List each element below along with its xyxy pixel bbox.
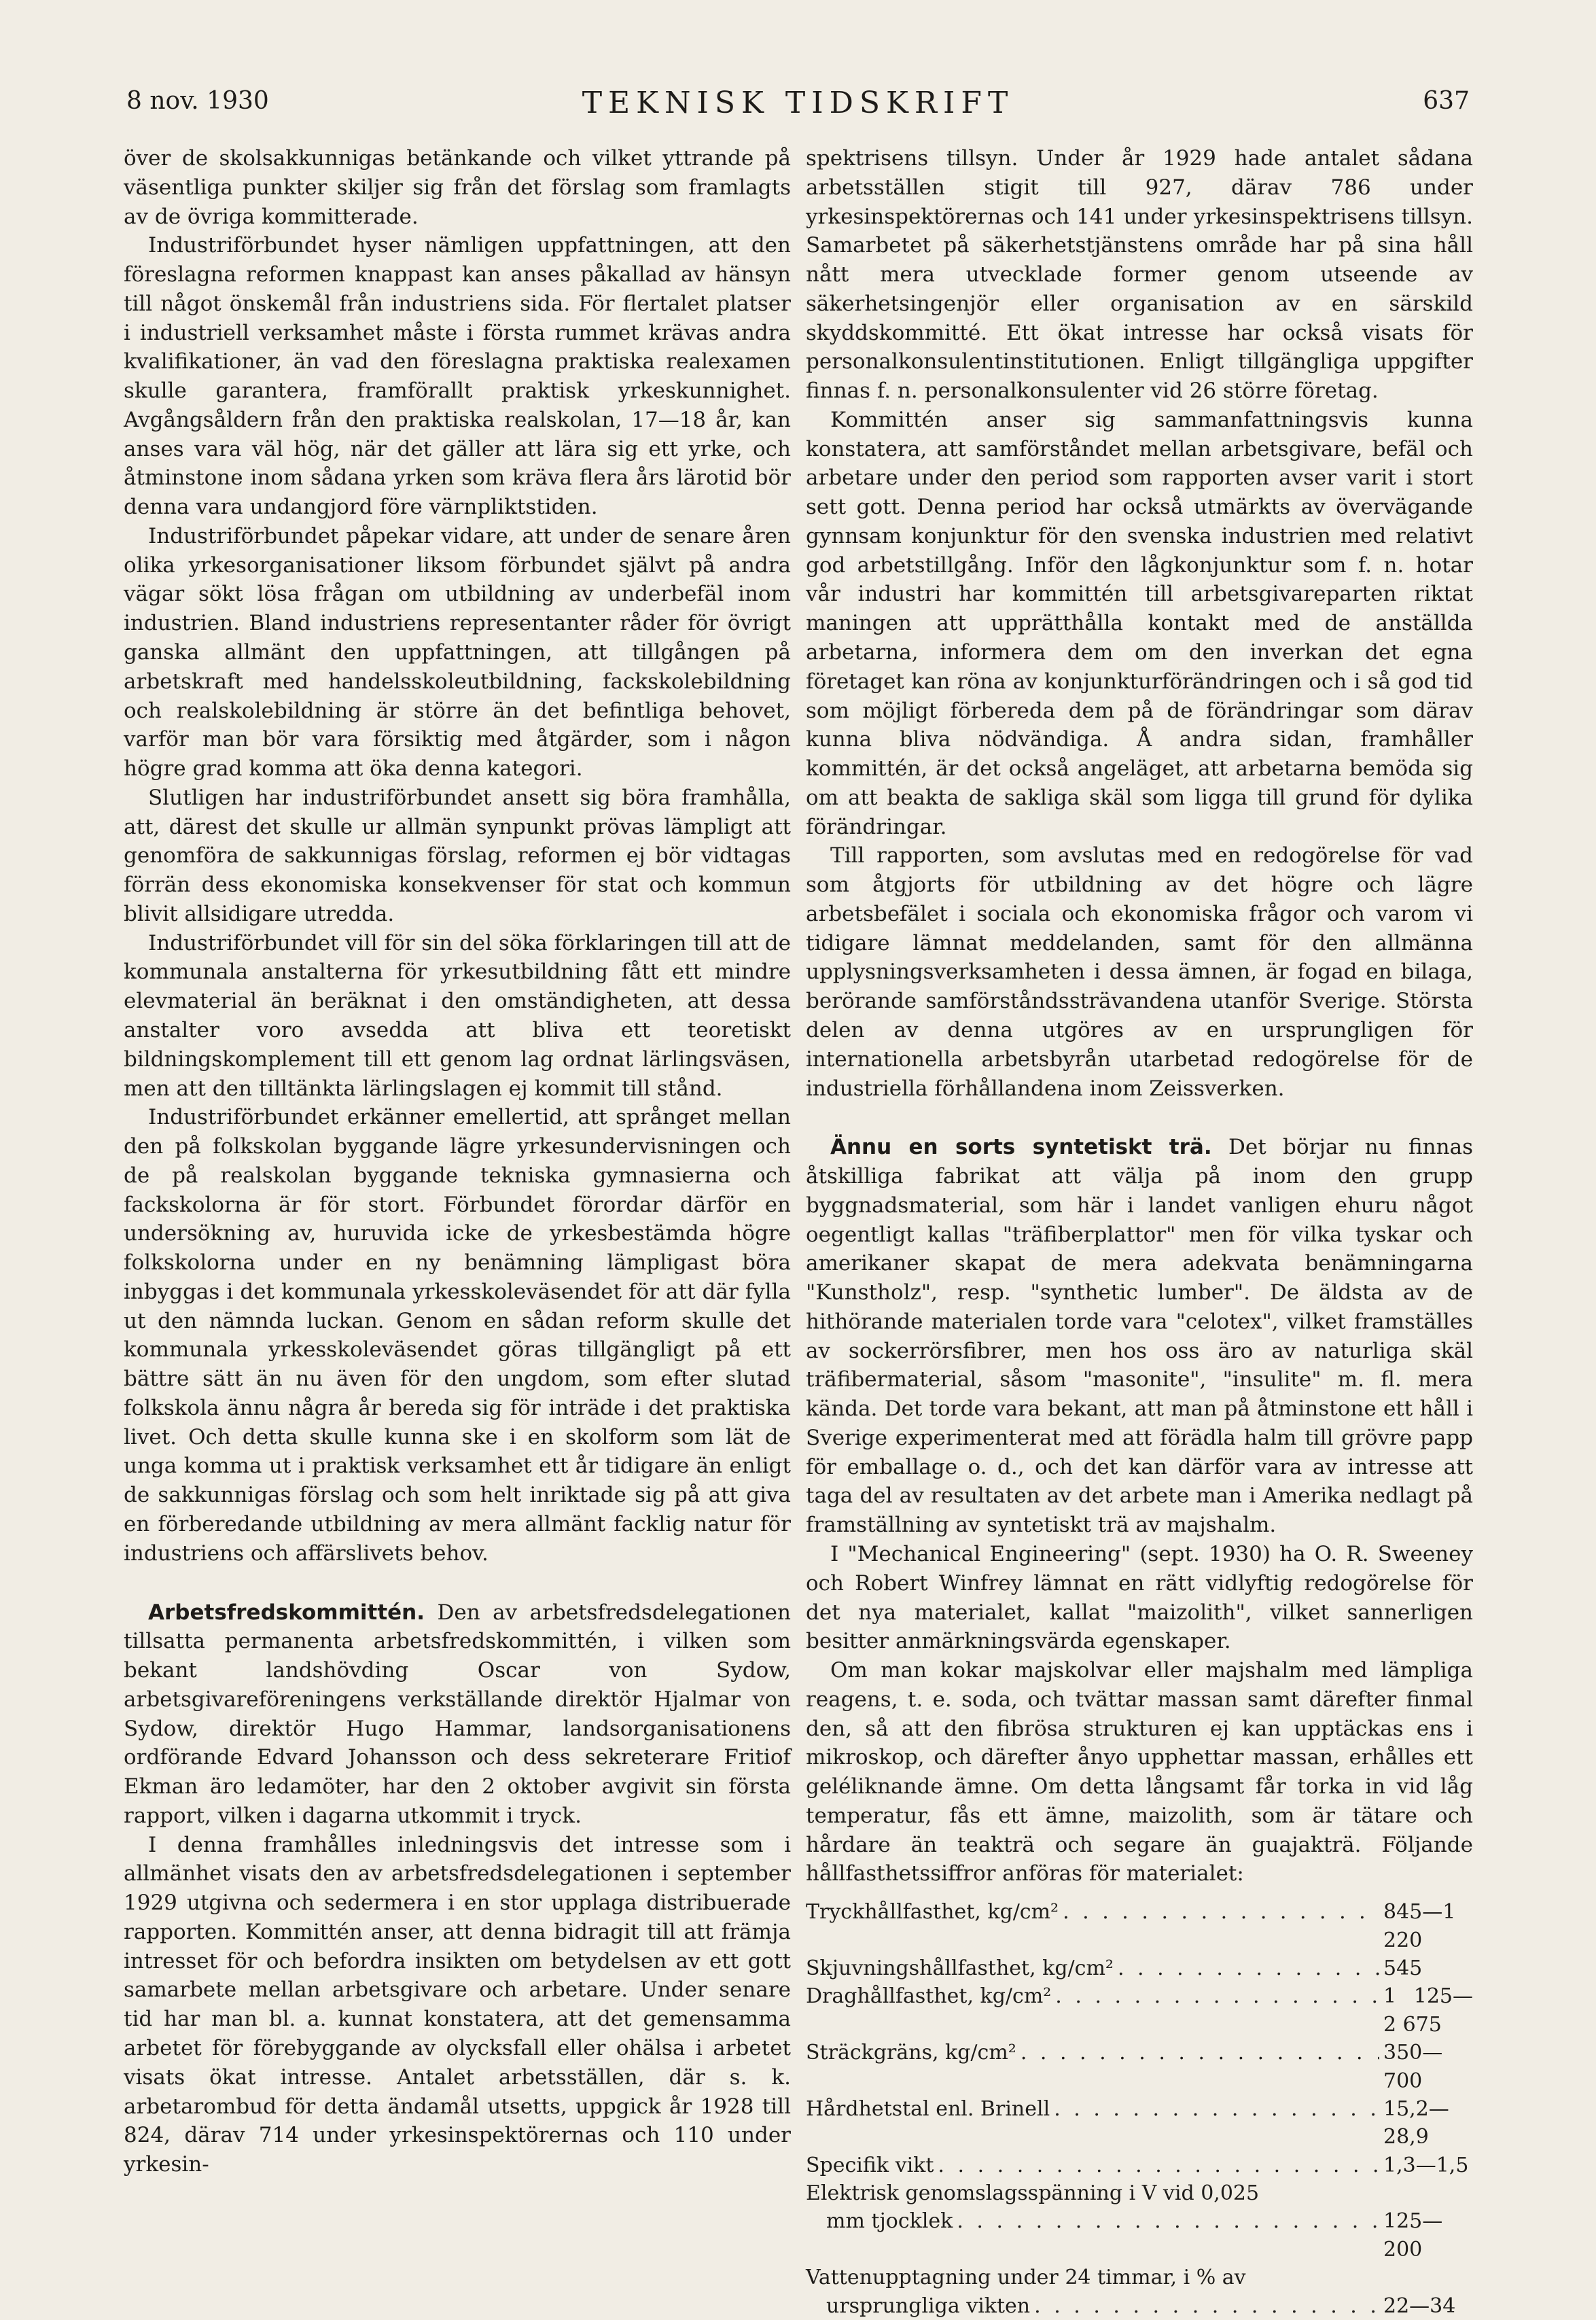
- row-label-continuation: mm tjocklek: [826, 2209, 953, 2234]
- row-value: 545: [1383, 1956, 1423, 1980]
- leader-dots: [1054, 2095, 1379, 2123]
- row-value: 1,3—1,5: [1383, 2153, 1469, 2177]
- row-label: Vattenupptagning under 24 timmar, i % av: [806, 2266, 1246, 2290]
- journal-title: TEKNISK TIDSKRIFT: [582, 86, 1014, 120]
- table-row: [806, 1954, 1473, 1982]
- table-row: [806, 2264, 1473, 2291]
- table-row-continuation: [806, 2207, 1473, 2264]
- section-paragraph: [806, 1133, 1473, 1540]
- row-label: Tryckhållfasthet, kg/cm²: [806, 1900, 1059, 1924]
- leader-dots: [1063, 1898, 1379, 1926]
- body-paragraph: Kommittén anser sig sammanfattningsvis kunna konstatera, att samförståndet mellan arbetsgivare, befäl och arbetare under den period som rapporten avser varit i stort sett gott. Denna period har också utmärkts av övervägande gynnsam konjunktur för den svenska industrien med relativt god arbetstillgång. Inför den lågkonjunktur som f. n. hotar vår industri har kommittén till arbetsgivareparten riktat maningen att upprätthålla kontakt med de anställda arbetarna, informera dem om den inverkan det egna företaget kan röna av konjunkturförändringen och i så god tid som möjligt förbereda dem på de förändringar som därav kunna bliva nödvändiga. Å andra sidan, framhåller kommittén, är det också angeläget, att arbetarna bemöda sig om att beakta de sakliga skäl som ligga till grund för dylika förändringar.: [806, 407, 1473, 839]
- row-label: Hårdhetstal enl. Brinell: [806, 2096, 1050, 2121]
- row-label-continuation: ursprungliga vikten: [826, 2293, 1031, 2318]
- leader-dots: [957, 2207, 1379, 2235]
- leader-dots: [1118, 1954, 1379, 1982]
- issue-date: 8 nov. 1930: [126, 87, 269, 115]
- row-label: Specifik vikt: [806, 2153, 934, 2177]
- body-paragraph: Slutligen har industriförbundet ansett sig böra framhålla, att, därest det skulle ur allmän synpunkt prövas lämpligt att genomföra de sakkunnigas förslag, reformen ej bör vidtagas förrän dess ekonomiska konsekvenser för stat och kommun blivit allsidigare utredda.: [124, 785, 791, 926]
- page-number: 637: [1423, 87, 1470, 115]
- table-row: [806, 2095, 1473, 2151]
- body-paragraph: Industriförbundet erkänner emellertid, att språnget mellan den på folkskolan byggande lägre yrkesundervisningen och de på realskolan byggande tekniska gymnasierna och fackskolorna är för stort. Förbundet förordar därför en undersökning av, huruvida icke de yrkesbestämda högre folkskolorna under en ny benämning lämpligast böra inbyggas i det kommunala yrkesskoleväsendet för att där fylla ut den nämnda luckan. Genom en sådan reform skulle det kommunala yrkesskoleväsendet göras tillgängligt på ett bättre sätt än nu även för den ungdom, som efter slutad folkskola ännu några år bereda sig för inträde i det praktiska livet. Och detta skulle kunna ske i en skolform som lät de unga komma ut i praktisk verksamhet ett år tidigare än enligt de sakkunnigas förslag och som helt inriktade sig på att giva en förberedande utbildning av mera allmänt facklig natur för industriens och affärslivets behov.: [124, 1105, 791, 1566]
- section-paragraph: [124, 1598, 791, 1831]
- row-value: 22—34: [1383, 2293, 1456, 2318]
- leader-dots: [1034, 2292, 1379, 2320]
- table-row: [806, 1898, 1473, 1954]
- section-text: Den av arbetsfredsdelegationen tillsatta permanenta arbetsfredskommittén, i vilken som bekant landshövding Oscar von Sydow, arbetsgivareföreningens verkställande direktör Hjalmar von Sydow, direktör Hugo Hammar, landsorganisationens ordförande Edvard Johansson och dess sekreterare Fritiof Ekman äro ledamöter, har den 2 oktober avgivit sin första rapport, vilken i dagarna utkommit i tryck.: [124, 1600, 791, 1828]
- body-paragraph: Industriförbundet hyser nämligen uppfattningen, att den föreslagna reformen knappast kan anses påkallad av hänsyn till något önskemål från industriens sida. För flertalet platser i industriell verksamhet måste i första rummet krävas andra kvalifikationer, än vad den föreslagna praktiska realexamen skulle garantera, framförallt praktisk yrkeskunnighet. Avgångsåldern från den praktiska realskolan, 17—18 år, kan anses vara väl hög, när det gäller att lära sig ett yrke, och åtminstone inom sådana yrken som kräva flera års lärotid bör denna vara undangjord före värnpliktstiden.: [124, 233, 791, 520]
- leader-dots: [938, 2151, 1379, 2179]
- body-paragraph: Industriförbundet vill för sin del söka förklaringen till att de kommunala anstalterna för yrkesutbildning fått ett mindre elevmaterial än beräknat i den omständigheten, att dessa anstalter voro avsedda att bliva ett teoretiskt bildningskomplement till ett genom lag ordnat lärlingsväsen, men att den tilltänkta lärlingslagen ej kommit till stånd.: [124, 930, 791, 1101]
- body-paragraph: spektrisens tillsyn. Under år 1929 hade antalet sådana arbetsställen stigit till 927, därav 786 under yrkesinspektörernas och 141 under yrkesinspektrisens tillsyn. Samarbetet på säkerhetstjänstens område har på sina håll nått mera utvecklade former genom utseende av säkerhetsingenjör eller organisation av en särskild skyddskommitté. Ett ökat intresse har också visats för personalkonsulentinstitutionen. Enligt tillgängliga uppgifter finnas f. n. personalkonsulenter vid 26 större företag.: [806, 146, 1473, 404]
- body-paragraph: över de skolsakkunnigas betänkande och vilket yttrande på väsentliga punkter skiljer sig från det förslag som framlagts av de övriga kommitterade.: [124, 146, 791, 229]
- table-row: [806, 2179, 1473, 2207]
- leader-dots: [1021, 2039, 1379, 2067]
- row-value: 1 125—2 675: [1383, 1984, 1473, 2037]
- right-column: [806, 144, 1473, 2320]
- row-value: 15,2—28,9: [1383, 2096, 1449, 2149]
- table-row-continuation: [806, 2292, 1473, 2320]
- row-label: Sträckgräns, kg/cm²: [806, 2041, 1016, 2065]
- row-value: 350—700: [1383, 2041, 1443, 2093]
- leader-dots: [1055, 1982, 1379, 2010]
- section-text: Det börjar nu finnas åtskilliga fabrikat att välja på inom den grupp byggnadsmaterial, som här i landet vanligen ehuru något oegentligt kallas "träfiberplattor" men för vilka tyskar och amerikaner skapat de mera adekvata benämningarna "Kunstholz", resp. "synthetic lumber". De äldsta av de hithörande materialen torde vara "celotex", vilket framställes av sockerrörsfibrer, men hos oss äro av naturliga skäl träfibermaterial, såsom "masonite", "insulite" m. fl. mera kända. Det torde vara bekant, att man på åtminstone ett håll i Sverige experimenterat med att förädla halm till grövre papp för emballage o. d., och det kan därför vara av intresse att taga del av resultaten av det arbete man i Amerika nedlagt på framställning av syntetiskt trä av majshalm.: [806, 1135, 1474, 1538]
- body-paragraph: I denna framhålles inledningsvis det intresse som i allmänhet visats den av arbetsfredsdelegationen i september 1929 utgivna och sedermera i en stor upplaga distribuerade rapporten. Kommittén anser, att denna bidragit till att främja intresset för och befordra insikten om betydelsen av ett gott samarbete mellan arbetsgivare och arbetare. Under senare tid har man bl. a. kunnat konstatera, att det gemensamma arbetet för förebyggande av olycksfall eller ohälsa i arbetet visats ökat intresse. Antalet arbetsställen, där s. k. arbetarombud för detta ändamål utsetts, uppgick år 1928 till 824, därav 714 under yrkesinspektörernas och 110 under yrkesin-: [124, 1832, 791, 2177]
- section-heading: Arbetsfredskommittén.: [148, 1600, 425, 1625]
- row-value: 125—200: [1383, 2209, 1443, 2262]
- table-row: [806, 2039, 1473, 2095]
- row-label: Elektrisk genomslagsspänning i V vid 0,025: [806, 2181, 1260, 2206]
- row-label: Skjuvningshållfasthet, kg/cm²: [806, 1956, 1114, 1980]
- body-paragraph: I "Mechanical Engineering" (sept. 1930) ha O. R. Sweeney och Robert Winfrey lämnat en rätt vidlyftig redogörelse för det nya materialet, kallat "maizolith", vilket sannerligen besitter anmärkningsvärda egenskaper.: [806, 1541, 1473, 1654]
- strength-table: [806, 1898, 1473, 2320]
- body-paragraph: Industriförbundet påpekar vidare, att under de senare åren olika yrkesorganisationer liksom förbundet självt på andra vägar sökt lösa frågan om utbildning av underbefäl inom industrien. Bland industriens representanter råder för övrigt ganska allmänt den uppfattningen, att tillgången på arbetskraft med handelsskoleutbildning, fackskolebildning och realskolebildning är större än det befintliga behovet, varför man bör vara försiktig med åtgärder, som i någon högre grad komma att öka denna kategori.: [124, 523, 791, 781]
- body-paragraph: Om man kokar majskolvar eller majshalm med lämpliga reagens, t. e. soda, och tvättar massan samt därefter finmal den, så att den fibrösa strukturen ej kan upptäckas ens i mikroskop, och därefter ånyo upphettar massan, erhålles ett geléliknande ämne. Om detta långsamt får torka in vid låg temperatur, fås ett ämne, maizolith, som är tätare och hårdare än teakträ och segare än guajakträ. Följande hållfasthetssiffror anföras för materialet:: [806, 1658, 1473, 1886]
- section-heading: Ännu en sorts syntetiskt trä.: [830, 1135, 1212, 1160]
- table-row: [806, 1982, 1473, 2039]
- body-paragraph: Till rapporten, som avslutas med en redogörelse för vad som åtgjorts för utbildning av det högre och lägre arbetsbefälet i sociala och ekonomiska frågor och varom vi tidigare lämnat meddelanden, samt för den allmänna upplysningsverksamheten i dessa ämnen, är fogad en bilaga, berörande samförståndssträvandena utanför Sverige. Största delen av denna utgöres av en ursprungligen för internationella arbetsbyrån utarbetad redogörelse för de industriella förhållandena inom Zeissverken.: [806, 843, 1473, 1101]
- running-header: [126, 87, 1470, 128]
- table-row: [806, 2151, 1473, 2179]
- row-label: Draghållfasthet, kg/cm²: [806, 1984, 1052, 2009]
- row-value: 845—1 220: [1383, 1900, 1456, 1952]
- left-column: [124, 144, 791, 2179]
